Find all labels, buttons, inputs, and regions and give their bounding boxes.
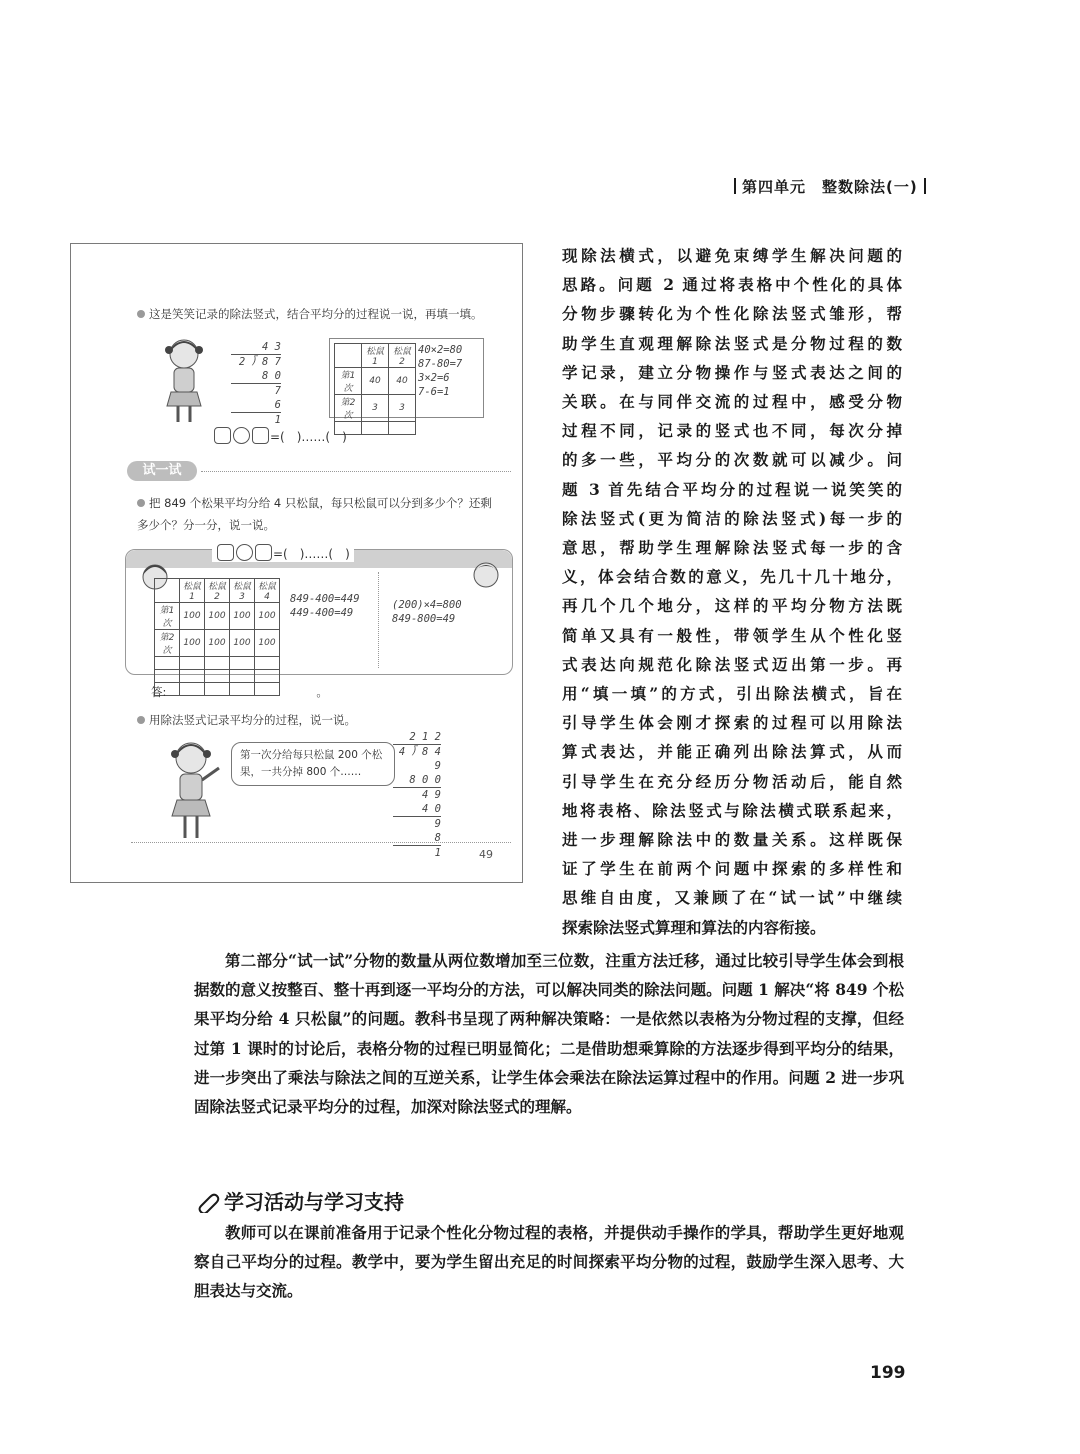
girl-illustration (159, 336, 209, 426)
question-1: 这是笑笑记录的除法竖式，结合平均分的过程说一说，再填一填。 (137, 306, 483, 322)
running-head: 第四单元 整数除法(一) (728, 176, 948, 197)
paragraph-2: 教师可以在课前准备用于记录个性化分物过程的表格，并提供动手操作的学具，帮助学生更好地观察自己平均分的过程。教学中，要为学生留出充足的时间探索平均分物的过程，鼓励学生深入思考、大胆表达与交流。 (194, 1223, 904, 1301)
paragraph-1: 第二部分“试一试”分物的数量从两位数增加至三位数，注重方法迁移，通过比较引导学生体会到根据数的意义按整百、整十再到逐一平均分的方法，可以解决同类的除法问题。问题 1 解决“将 849 个松果平均分给 4 只松鼠”的问题。教科书呈现了两种解决策略：一是依然以表格为分物过程的支撑，但经过第 1 课时的讨论后，表格分物的过程已明显简化；二是借助想乘算除的方法逐步得到平均分的结果，进一步突出了乘法与除法之间的互逆关系，让学生体会乘法在除法运算过程中的作用。问题 2 进一步巩固除法竖式记录平均分的过程，加深对除法竖式的理解。 (194, 951, 904, 1117)
vertical-division-1: 4 3 2 ⟌ 8 7 8 0 7 6 1 (231, 340, 281, 427)
calc-list-1: 40×2=80 87-80=7 3×2=6 7-6=1 (418, 344, 463, 398)
answer-line: 答: 。 (151, 685, 328, 699)
try-it-banner: 试一试 (127, 461, 197, 481)
fill-blank-row-1: =( )……( ) (213, 427, 347, 445)
dotted-divider (201, 471, 511, 472)
table-1: 松鼠1 松鼠2 第1次 40 40 第2次 3 3 (334, 343, 416, 435)
girl-pointing-illustration (163, 738, 223, 842)
solution-panel (125, 549, 513, 675)
question-2: 把 849 个松果平均分给 4 只松鼠，每只松鼠可以分到多少个？还剩多少个？分一分，说一说。 (137, 496, 492, 532)
boy-face-icon (470, 558, 502, 592)
vertical-division-2: 2 1 2 4 ⟌ 8 4 9 8 0 0 4 9 4 0 9 8 1 (393, 730, 441, 860)
calc-list-3: (200)×4=800 849-800=49 (392, 599, 462, 625)
calc-list-2: 849-400=449 449-400=49 (290, 593, 360, 619)
section-title: 学习活动与学习支持 (196, 1186, 404, 1215)
fill-blank-row-2: =( )……( ) (212, 544, 354, 562)
table-1-card (329, 338, 484, 421)
question-3: 用除法竖式记录平均分的过程，说一说。 (137, 712, 356, 728)
speech-bubble: 第一次分给每只松鼠 200 个松果，一共分掉 800 个…… (231, 742, 395, 786)
textbook-page-figure (70, 243, 523, 883)
textbook-page-number: 49 (479, 848, 493, 861)
page-number: 199 (870, 1363, 906, 1383)
table-2: 松鼠1 松鼠2 松鼠3 松鼠4 第1次 100 100 100 100 第2次 100 100 100 100 (154, 578, 280, 696)
right-column-text: 现除法横式，以避免束缚学生解决问题的 思路。问题 2 通过将表格中个性化的具体 分物步骤转化为个性化除法竖式雏形，帮 助学生直观理解除法竖式是分物过程的数 学记录，建立分物操作与竖式表达之间的 关联。在与同伴交流的过程中，感受分物 过程不同，记录的竖式也不同，每次分掉 的多一些，平均分的次数就可以减少。问 题 3 首先结合平均分的过程说一说笑笑的 除法竖式(更为简洁的除法竖式)每一步的 意思，帮助学生理解除法竖式每一步的含 义，体会结合数的意义，先几十几十地分， 再几个几个地分，这样的平均分物方法既 简单又具有一般性，带领学生从个性化竖 式表达向规范化除法竖式迈出第一步。再 用“填一填”的方式，引出除法横式，旨在 引导学生体会刚才探索的过程可以用除法 算式表达，并能正确列出除法算式，从而 引导学生在充分经历分物活动后，能自然 地将表格、除法竖式与除法横式联系起来， 进一步理解除法中的数量关系。这样既保 证了学生在前两个问题中探索的多样性和 思维自由度，又兼顾了在“试一试”中继续 探索除法竖式算理和算法的内容衔接。 (562, 246, 902, 937)
dotted-divider-bottom (131, 842, 511, 843)
paperclip-icon (196, 1191, 220, 1213)
